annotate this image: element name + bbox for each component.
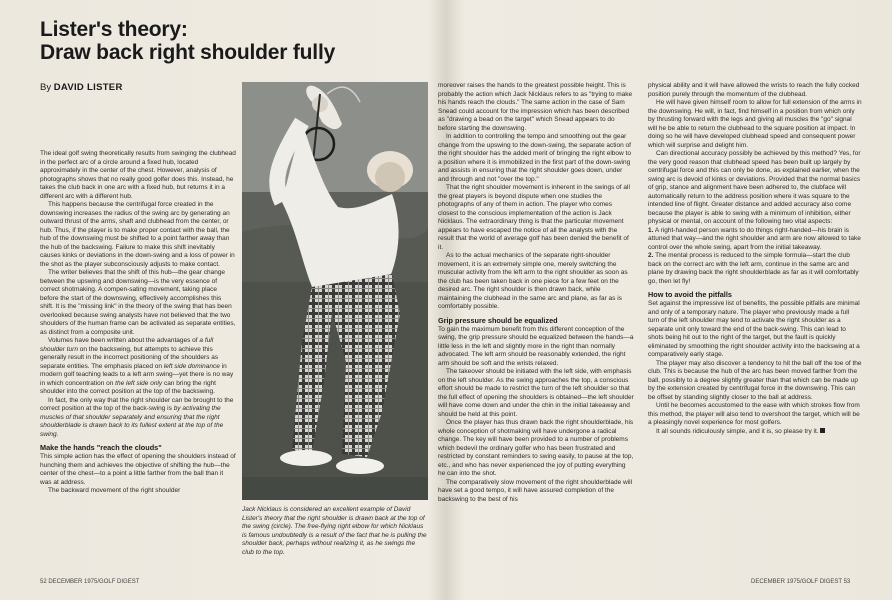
paragraph: He will have given himself room to allow for full extension of the arms in the downswing. He will, in fact, find himself in a position from which only by thrusting forward with the legs and giving all muscles the "go" signal will he be able to return the clubhead to the square position at impact. In doing so he will have developed clubhead speed and consequent power which will surprise and delight him.: [648, 99, 862, 149]
italic-run: the left side only: [115, 379, 163, 387]
paragraph: That the right shoulder movement is inherent in the swings of all the great players is beyond dispute when one studies the photographs of any of them in action. The player who comes closest to the conscious implementation of the action is Jack Nicklaus. The extraordinary thing is that the particular movement appears to have escaped the notice of all the analysts with the result that the world of average golf has been denied the benefit of it.: [438, 184, 630, 251]
text-run: on the backswing, but attempts to achieve this generally result in the incorrect positioning of the shoulders as separate entities. The emphasis placed on: [40, 345, 219, 370]
byline: [40, 82, 123, 93]
paragraph: To gain the maximum benefit from this different conception of the swing, the grip pressure should be equalized between the hands—a little less in the left and slightly more in the right than normally advocated. The left arm should be reasonably extended, the right arm should be soft and the wrists relaxed.: [438, 325, 634, 367]
list-number: 2.: [648, 252, 654, 259]
text-run: It all sounds ridiculously simple, and it is, so please try it.: [656, 427, 819, 435]
paragraph: The ideal golf swing theoretically results from swinging the clubhead in the perfect arc of a circle around a fixed hub, located approximately in the center of the chest. However, analysis of photographs shows that no really good golfer does this. Instead, he takes the club back in one arc with a fixed hub, but returns it in a different arc with a different hub.: [40, 150, 236, 200]
column-4: [648, 82, 862, 436]
italic-run: a full shoulder turn: [40, 337, 214, 353]
nicklaus-photo: [242, 82, 428, 500]
paragraph: moreover raises the hands to the greatest possible height. This is probably the action which Jack Nicklaus refers to as "trying to make his hands reach the clouds." The same action in the case of Sam Snead could account for the impression which has been described as "drawing a bead on the target" which Snead appears to do before starting the downswing.: [438, 82, 633, 132]
list-item-2: [648, 252, 862, 286]
author-name: DAVID LISTER: [53, 82, 123, 93]
italic-run: by activating the muscles of that shoulder separately and ensuring that the right shoulderblade is drawn back to its fullest extent at the top of the swing.: [40, 405, 224, 438]
paragraph: The player may also discover a tendency to hit the ball off the toe of the club. This is because the hub of the arc has been moved farther from the ball, possibly to a degree slightly greater than that which can be made up by the extension created by centrifugal force in the downswing. This can be offset by standing slightly closer to the ball at address.: [648, 359, 862, 401]
end-mark: [820, 428, 825, 433]
text-run: In fact, the only way that the right shoulder can be brought to the correct position at the top of the back-swing is: [40, 396, 234, 412]
paragraph: The writer believes that the shift of this hub—the gear change between the upswing and downswing—is the very essence of correct shotmaking. A compen-sating movement, taking place before the start of the downswing, effectively accomplishes this shift. It is the "missing link" in the theory of the swing that has been overlooked because swing analysts have not believed that the two shoulders of the human frame can be activated as separate entities, as distinct from a composite unit.: [40, 269, 236, 336]
paragraph: [648, 428, 862, 437]
list-number: 1.: [648, 226, 654, 234]
column-3: [438, 82, 634, 504]
title-line-2: Draw back right shoulder fully: [40, 41, 336, 64]
paragraph: This simple action has the effect of opening the shoulders instead of hunching them and achieves the objective of shifting the hub—the center of the chest—to a point a little farther from the ball than it was at address.: [40, 453, 236, 486]
golfer-illustration: [242, 82, 428, 500]
paragraph: physical ability and it will have allowed the wrists to reach the fully cocked position purely through the momentum of the clubhead.: [648, 82, 860, 98]
paragraph: The backward movement of the right shoulder: [48, 487, 181, 494]
paragraph: Until he becomes accustomed to the ease with which strokes flow from this method, the player will also tend to overshoot the target, which will be a pleasingly novel experience for most golfers.: [648, 402, 860, 426]
paragraph: Once the player has thus drawn back the right shoulderblade, his whole conception of shotmaking will have undergone a radical change. The key will have been provided to a number of problems which bedevil the ordinary golfer who has been frustrated and restricted by constant reminders to swing easily, to pause at the top, etc., and who has never experienced the joy of putting everything he can into the shot.: [438, 419, 634, 477]
folio-left: 52 DECEMBER 1975/GOLF DIGEST: [40, 579, 140, 585]
paragraph: [40, 397, 236, 440]
text-run: can bring the right shoulder into the correct position at the top of the backswing.: [40, 379, 216, 395]
photo-caption: Jack Nicklaus is considered an excellent example of David Lister's theory that the right shoulder is drawn back at the top of the swing (circle). The free-flying right elbow for which Nicklaus is famous undoubtedly is a result of the fact that he is pulling the shoulder back, perhaps without realizing it, as he swings the club to the top.: [242, 506, 427, 556]
subheading-reach-the-clouds: Make the hands "reach the clouds": [40, 443, 162, 452]
paragraph: Set against the impressive list of benefits, the possible pitfalls are minimal and only of a temporary nature. The player who previously made a full turn of the left shoulder may tend to activate the right shoulder as a separate unit only toward the end of the back-swing. This can lead to shots being hit out to the right of the target, but the fault is quickly eliminated by smoothing the right shoulder activity into the backswing at a comparatively early stage.: [648, 300, 860, 358]
subheading-grip-pressure: Grip pressure should be equalized: [438, 315, 558, 325]
paragraph: In addition to controlling the tempo and smoothing out the gear change from the upswing to the down-swing, the separate action of the right shoulder has the added merit of bringing the right elbow to a position where it is immobilized in the first part of the down-swing and assists in ensuring that the right shoulder goes down, under and through and not "over the top.": [438, 133, 631, 183]
article-title: [40, 18, 440, 64]
paragraph: Can directional accuracy possibly be achieved by this method? Yes, for the very good reason that clubhead speed has been built up largely by centrifugal force and this can only be done, as explained earlier, when the swing arc is devoid of kinks or deviations. Provided that the normal basics of grip, stance and alignment have been adhered to, the clubface will automatically return to the address position where it was square to the intended line of flight. Greater distance and added accuracy also come because the player is able to swing with a minimum of inhibition, either physical or mental, on account of the following two vital aspects:: [648, 150, 861, 225]
folio-right: DECEMBER 1975/GOLF DIGEST 53: [751, 579, 851, 585]
paragraph: This happens because the centrifugal force created in the downswing increases the radius of the swing arc by generating an outward thrust of the arms, shaft and clubhead from the center, or hub. Thus, if the player is to make proper contact with the ball, the hub of the downswing must be shifted to a point farther away than the hub of the backswing. Failure to make this shift inevitably causes kinks or deviations in the down-swing and a loss of power in the shot as the player subconsciously adjusts to make contact.: [40, 201, 235, 268]
paragraph: As to the actual mechanics of the separate right-shoulder movement, it is an extremely simple one, merely switching the muscular activity from the left arm to the right shoulder as soon as the club has been taken back in one piece for a few feet on the desired arc. The right shoulder is then drawn back, while maintaining the clubhead in the same arc and plane, as far as is comfortably possible.: [438, 252, 628, 310]
italic-run: left side dominance: [163, 362, 220, 370]
title-line-1: Lister's theory:: [40, 18, 188, 41]
text-run: A right-handed person wants to do things right-handed—his brain is attuned that way—and the right shoulder and arm are now allowed to take control over the whole swing, apart from the initial takeaway.: [648, 226, 861, 251]
paragraph: The comparatively slow movement of the right shoulderblade will have set a good tempo, it will have assured completion of the backswing to the best of his: [438, 478, 633, 503]
list-item-1: [648, 227, 862, 253]
byline-prefix: By: [40, 82, 52, 93]
column-1: [40, 150, 236, 496]
text-run: Volumes have been written about the advantages of: [48, 337, 200, 344]
text-run: The mental process is reduced to the simple formula—start the club back on the correct arc with the left arm, continue in the same arc and plane by drawing back the right shoulderblade as far as it will comfortably go, then let fly!: [648, 252, 859, 285]
paragraph: [40, 337, 236, 397]
text-run: in modern golf teaching leads to a left arm swing—yet there is no way in which concentration on: [40, 362, 234, 387]
paragraph: The takeover should be initiated with the left side, with emphasis on the left shoulder. As the swing approaches the top, a conscious effort should be made to restrict the turn of the left shoulder so that the full effect of opening the shoulders is obtained—the left shoulder will have come down and under the chin in the initial takeaway and should be held at this point.: [438, 368, 634, 418]
subheading-pitfalls: How to avoid the pitfalls: [648, 290, 732, 299]
